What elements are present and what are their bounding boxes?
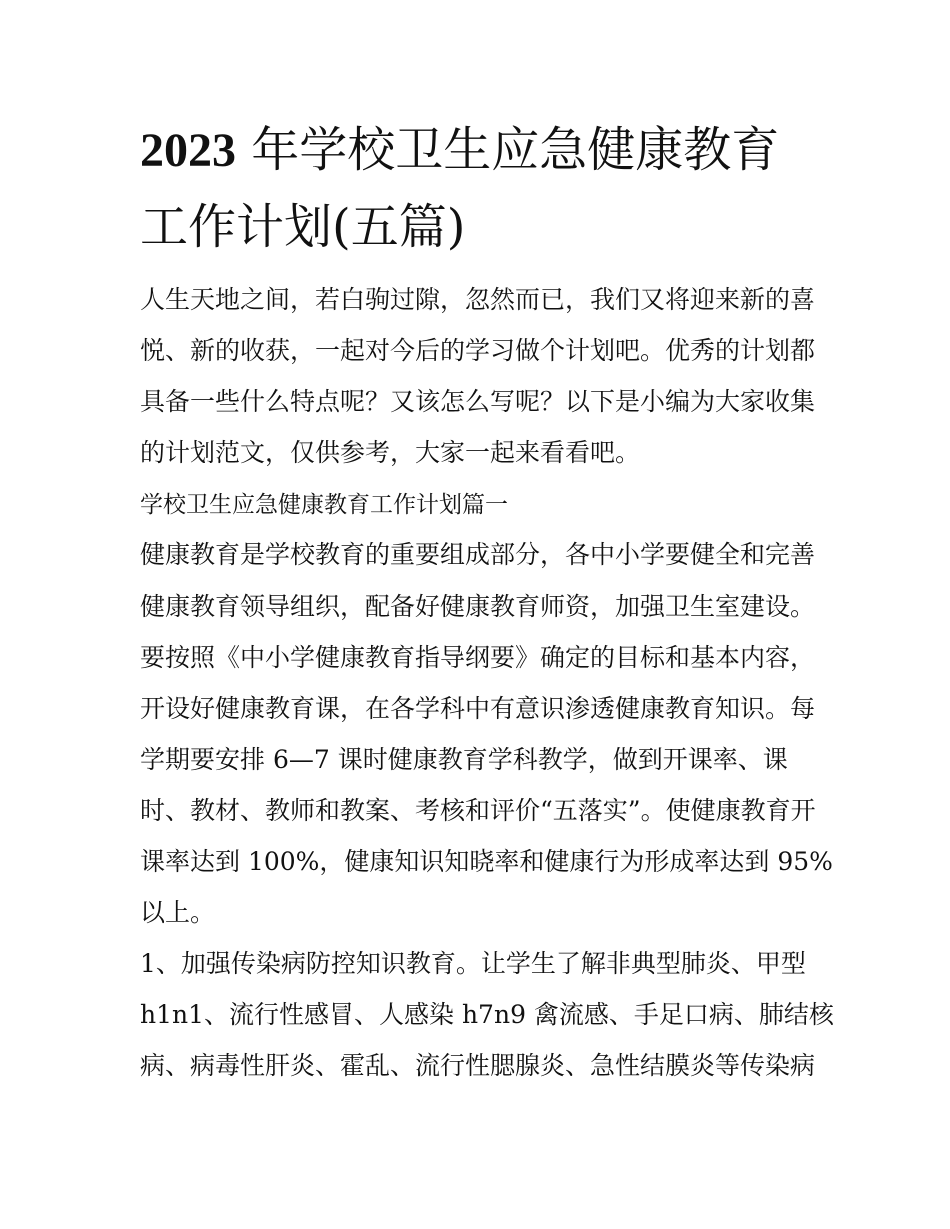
- section-line-3: 要按照《中小学健康教育指导纲要》确定的目标和基本内容，: [140, 643, 816, 672]
- section-line-4: 开设好健康教育课，在各学科中有意识渗透健康教育知识。每: [140, 694, 816, 723]
- document-title: [140, 112, 820, 265]
- intro-line-3: 具备一些什么特点呢？又该怎么写呢？以下是小编为大家收集: [140, 387, 816, 416]
- title-line2: 工作计划(五篇): [140, 199, 466, 255]
- item-line-3: 病、病毒性肝炎、霍乱、流行性腮腺炎、急性结膜炎等传染病: [140, 1051, 816, 1080]
- section-line-1: 健康教育是学校教育的重要组成部分，各中小学要健全和完善: [140, 540, 816, 569]
- section-line-2: 健康教育领导组织，配备好健康教育师资，加强卫生室建设。: [140, 592, 816, 621]
- intro-line-4: 的计划范文，仅供参考，大家一起来看看吧。: [140, 438, 641, 467]
- section-line-5: 学期要安排 6—7 课时健康教育学科教学，做到开课率、课: [140, 745, 788, 774]
- item-line-2: h1n1、流行性感冒、人感染 h7n9 禽流感、手足口病、肺结核: [140, 1000, 834, 1029]
- intro-line-2: 悦、新的收获，一起对今后的学习做个计划吧。优秀的计划都: [140, 336, 816, 365]
- title-year: 2023: [140, 124, 236, 177]
- item-line-1: 1、加强传染病防控知识教育。让学生了解非典型肺炎、甲型: [140, 949, 806, 978]
- section-line-6: 时、教材、教师和教案、考核和评价“五落实”。使健康教育开: [140, 796, 816, 825]
- title-line1-rest: 年学校卫生应急健康教育: [251, 122, 780, 178]
- section-heading: 学校卫生应急健康教育工作计划篇一: [140, 492, 508, 518]
- section-line-7: 课率达到 100%，健康知识知晓率和健康行为形成率达到 95%: [140, 847, 833, 876]
- intro-line-1: 人生天地之间，若白驹过隙，忽然而已，我们又将迎来新的喜: [140, 285, 816, 314]
- section-line-8: 以上。: [140, 898, 216, 927]
